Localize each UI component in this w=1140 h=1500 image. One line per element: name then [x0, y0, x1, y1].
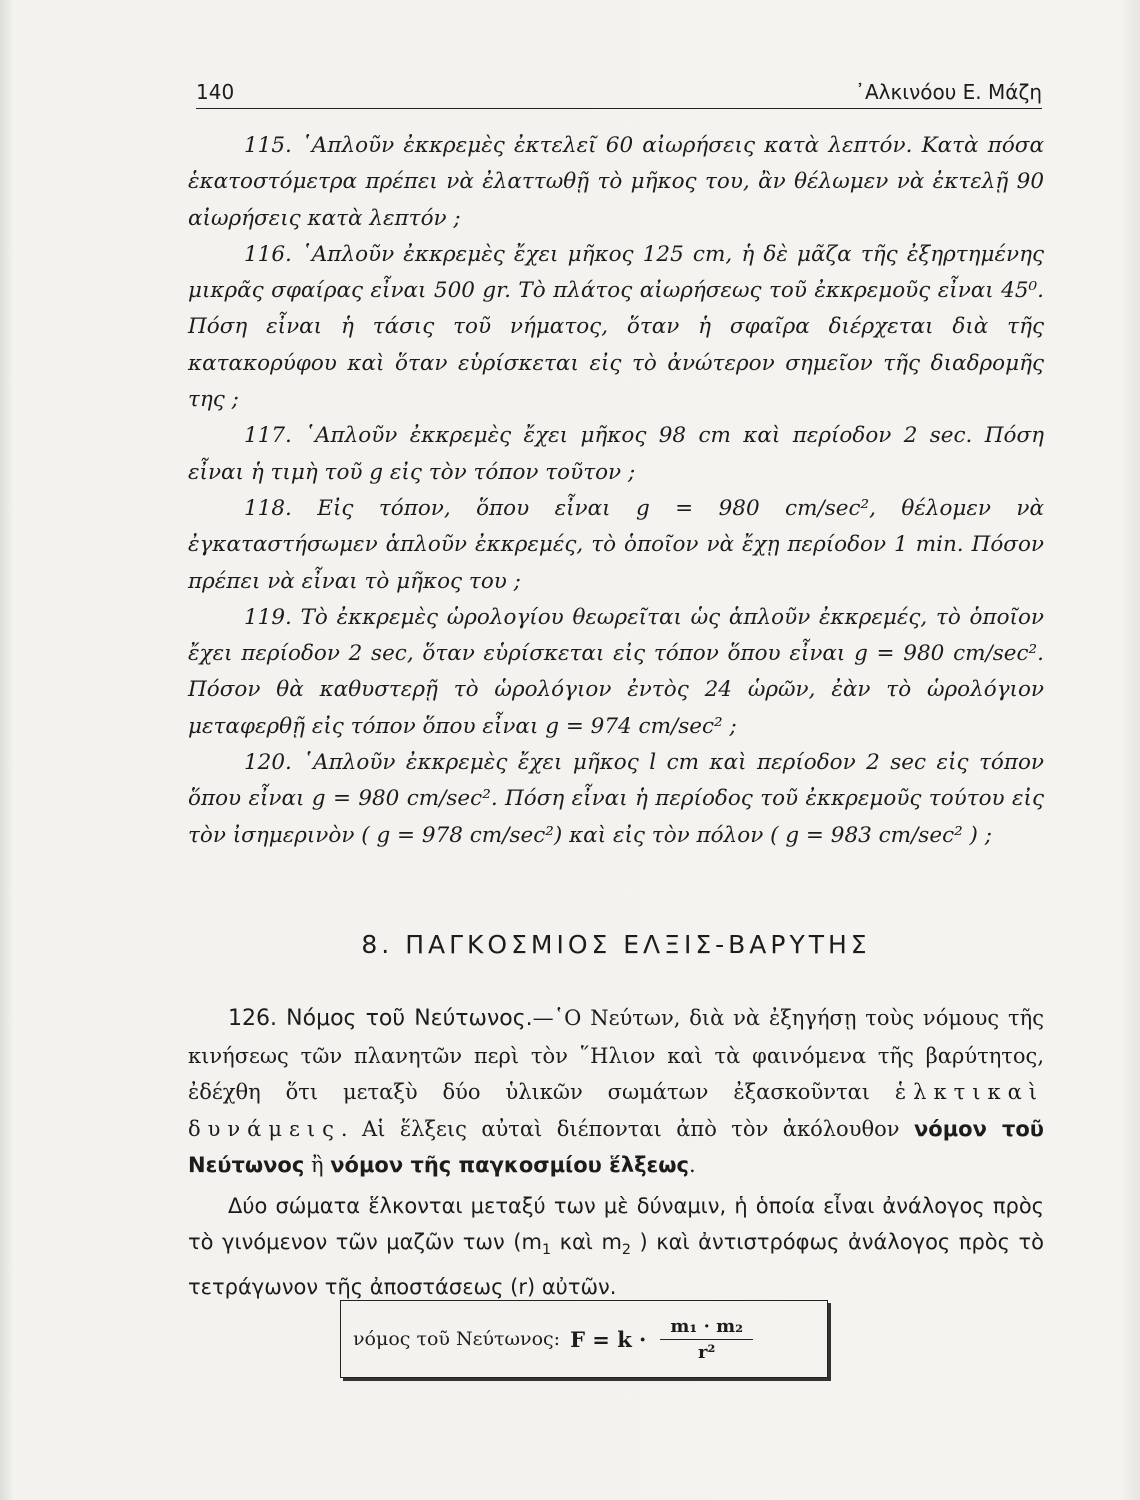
- law-name-newton: νόμον τοῦ Νεύτωνος: [188, 1116, 1044, 1177]
- formula-lhs: F = k ·: [570, 1326, 647, 1352]
- newton-law-formula-box: [340, 1300, 828, 1378]
- law-statement-part-2: ) καὶ ἀντιστρόφως ἀνάλογος πρὸς τὸ τετράγωνον τῆς ἀποστάσεως (r) αὐτῶν.: [188, 1230, 1044, 1299]
- article-heading: 126. Νόμος τοῦ Νεύτωνος.: [228, 1006, 533, 1031]
- running-head-author: ᾿Αλκινόου Ε. Μάζη: [855, 80, 1042, 104]
- spaced-term: ἑλκτικαὶ δυνάμεις: [188, 1080, 1044, 1141]
- article-body: [188, 1000, 1044, 1305]
- mass-1: $m_1$: [521, 1230, 552, 1259]
- exercise-115: 115. ῾Απλοῦν ἐκκρεμὲς ἐκτελεῖ 60 αἰωρήσεις κατὰ λεπτόν. Κατὰ πόσα ἑκατοστόμετρα πρέπει νὰ ἐλαττωθῇ τὸ μῆκος του, ἂν θέλωμεν νὰ ἐκτελῇ 90 αἰωρήσεις κατὰ λεπτόν ;: [188, 133, 1044, 231]
- exercise-list: [188, 128, 1044, 854]
- exercise-120: 120. ῾Απλοῦν ἐκκρεμὲς ἔχει μῆκος l cm καὶ περίοδον 2 sec εἰς τόπον ὅπου εἶναι g = 980 cm/sec². Πόση εἶναι ἡ περίοδος τοῦ ἐκκρεμοῦς τούτου εἰς τὸν ἰσημερινὸν ( g = 978 cm/sec²) καὶ εἰς τὸν πόλον ( g = 983 cm/sec² ) ;: [188, 750, 1044, 848]
- section-title: 8. ΠΑΓΚΟΣΜΙΟΣ ΕΛΞΙΣ-ΒΑΡΥΤΗΣ: [361, 930, 871, 959]
- formula: [353, 1315, 753, 1363]
- formula-denominator: r²: [698, 1341, 716, 1363]
- exercise-118: 118. Εἰς τόπον, ὅπου εἶναι g = 980 cm/sec², θέλομεν νὰ ἐγκαταστήσωμεν ἁπλοῦν ἐκκρεμές, τὸ ὁποῖον νὰ ἔχῃ περίοδον 1 min. Πόσον πρέπει νὰ εἶναι τὸ μῆκος του ;: [188, 495, 1044, 594]
- exercise-119: 119. Τὸ ἐκκρεμὲς ὡρολογίου θεωρεῖται ὡς ἁπλοῦν ἐκκρεμές, τὸ ὁποῖον ἔχει περίοδον 2 sec, ὅταν εὑρίσκεται εἰς τόπον ὅπου εἶναι g = 980 cm/sec². Πόσον θὰ καθυστερῇ τὸ ὡρολόγιον ἐντὸς 24 ὡρῶν, ἐὰν τὸ ὡρολόγιον μεταφερθῇ εἰς τόπον ὅπου εἶναι g = 974 cm/sec² ;: [188, 604, 1044, 739]
- article-paragraph-1: [188, 1000, 1044, 1184]
- law-statement: [188, 1188, 1044, 1306]
- page-header: [196, 76, 1042, 109]
- article-text-1: —῾Ο Νεύτων, διὰ νὰ ἐξηγήσῃ τοὺς νόμους τῆς κινήσεως τῶν πλανητῶν περὶ τὸν ῞Ηλιον καὶ τὰ φαινόμενα τῆς βαρύτητος, ἐδέχθη ὅτι μεταξὺ δύο ὑλικῶν σωμάτων ἐξασκοῦνται: [188, 1006, 1044, 1104]
- mass-2: $m_2$: [601, 1230, 631, 1259]
- article-text-4: .: [688, 1153, 696, 1177]
- law-statement-and: καὶ: [551, 1230, 602, 1254]
- law-name-universal-gravitation: νόμον τῆς παγκοσμίου ἕλξεως: [330, 1153, 689, 1177]
- formula-fraction: [660, 1316, 753, 1363]
- law-statement-part-1: Δύο σώματα ἕλκονται μεταξύ των μὲ δύναμιν, ἡ ὁποία εἶναι ἀνάλογος πρὸς τὸ γινόμενον τῶν μαζῶν των (: [188, 1193, 1044, 1254]
- exercise-116: 116. ῾Απλοῦν ἐκκρεμὲς ἔχει μῆκος 125 cm, ἡ δὲ μᾶζα τῆς ἐξηρτημένης μικρᾶς σφαίρας εἶναι 500 gr. Τὸ πλάτος αἰωρήσεως τοῦ ἐκκρεμοῦς εἶναι 45⁰. Πόση εἶναι ἡ τάσις τοῦ νήματος, ὅταν ἡ σφαῖρα διέρχεται διὰ τῆς κατακορύφου καὶ ὅταν εὑρίσκεται εἰς τὸ ἀνώτερον σημεῖον τῆς διαδρομῆς της ;: [188, 241, 1044, 413]
- exercise-117: 117. ῾Απλοῦν ἐκκρεμὲς ἔχει μῆκος 98 cm καὶ περίοδον 2 sec. Πόση εἶναι ἡ τιμὴ τοῦ g εἰς τὸν τόπον τοῦτον ;: [188, 423, 1044, 485]
- article-text-2: . Αἱ ἕλξεις αὐταὶ διέπονται ἀπὸ τὸν ἀκόλουθον: [340, 1116, 914, 1141]
- formula-label: νόμος τοῦ Νεύτωνος:: [353, 1328, 561, 1350]
- article-text-3: ἢ: [304, 1153, 331, 1177]
- page-number: 140: [196, 80, 235, 104]
- formula-numerator: m₁ · m₂: [660, 1316, 753, 1340]
